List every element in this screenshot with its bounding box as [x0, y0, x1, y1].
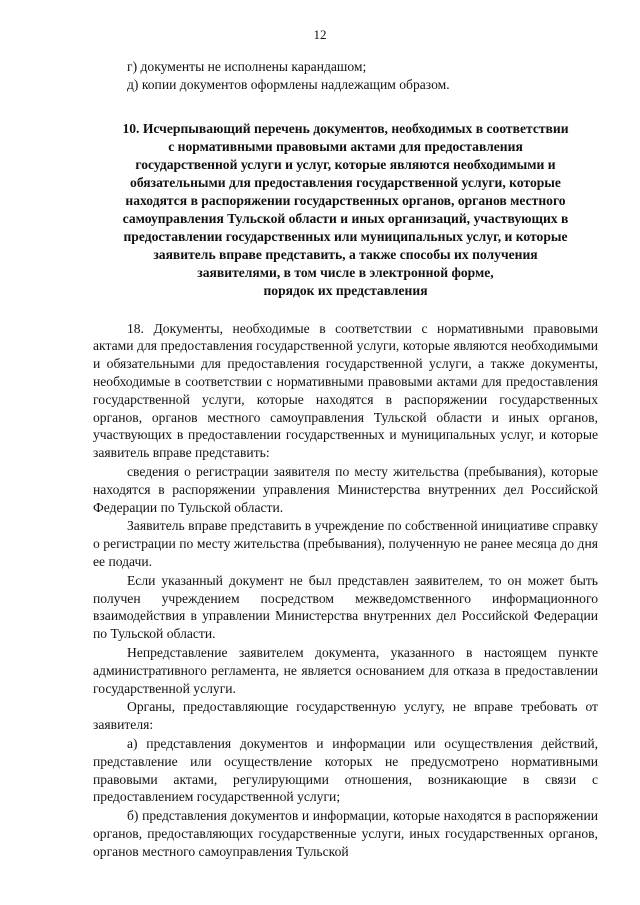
body-paragraph: сведения о регистрации заявителя по месту жительства (пребывания), которые находятся в распоряжении управления Министерства внутренних дел Российской Федерации по Тульской области. — [93, 463, 598, 515]
heading-line: порядок их представления — [263, 282, 428, 298]
list-item: г) документы не исполнены карандашом; — [127, 59, 367, 74]
heading-line: заявителями, в том числе в электронной форме, — [197, 264, 494, 280]
heading-line: находятся в распоряжении государственных органов, органов местного — [125, 192, 566, 208]
body-paragraph: б) представления документов и информации, которые находятся в распоряжении органов, предоставляющих государственные услуги, иных государственных органов, органов местного самоуправления Тульской — [93, 808, 598, 859]
body-paragraph: Органы, предоставляющие государственную услугу, не вправе требовать от заявителя: — [93, 699, 598, 733]
body-paragraph: Заявитель вправе представить в учреждение по собственной инициативе справку о регистрации по месту жительства (пребывания), полученную не ранее месяца до дня ее подачи. — [93, 518, 598, 569]
heading-line: с нормативными правовыми актами для предоставления — [168, 138, 523, 154]
list-item: д) копии документов оформлены надлежащим образом. — [127, 76, 450, 92]
page-number: 12 — [313, 27, 327, 42]
body-paragraph: Если указанный документ не был представлен заявителем, то он может быть получен учреждением посредством межведомственного информационного взаимодействия в управлении Министерства внутренних дел Российской Федерации по Тульской области. — [93, 572, 598, 642]
body-paragraph: Непредставление заявителем документа, указанного в настоящем пункте административного регламента, не является основанием для отказа в предоставлении государственной услуги. — [93, 644, 598, 696]
heading-line: государственной услуги и услуг, которые являются необходимыми и — [135, 156, 556, 172]
body-paragraph: а) представления документов и информации или осуществления действий, представление или осуществление которых не предусмотрено нормативными правовыми актами, регулирующими отношения, возникающие в связи с предоставлением государственной услуги; — [93, 735, 598, 805]
heading-line: самоуправления Тульской области и иных организаций, участвующих в — [122, 210, 569, 226]
heading-line: обязательными для предоставления государственной услуги, которые — [130, 174, 561, 190]
heading-line: предоставлении государственных или муниципальных услуг, и которые — [123, 228, 568, 244]
page-content — [93, 58, 598, 861]
heading-line: 10. Исчерпывающий перечень документов, необходимых в соответствии — [122, 120, 569, 136]
body-paragraph: 18. Документы, необходимые в соответствии с нормативными правовыми актами для предоставления государственной услуги, которые являются необходимыми и обязательными для предоставления государственной услуги, а также документы, необходимые в соответствии с нормативными правовыми актами для предоставления государственной услуги, которые находятся в распоряжении государственных органов, органов местного самоуправления Тульской области и иных органов, участвующих в предоставлении государственных и муниципальных услуг, и которые заявитель вправе представить: — [93, 320, 598, 461]
heading-line: заявитель вправе представить, а также способы их получения — [153, 246, 538, 262]
section-heading — [93, 120, 598, 300]
